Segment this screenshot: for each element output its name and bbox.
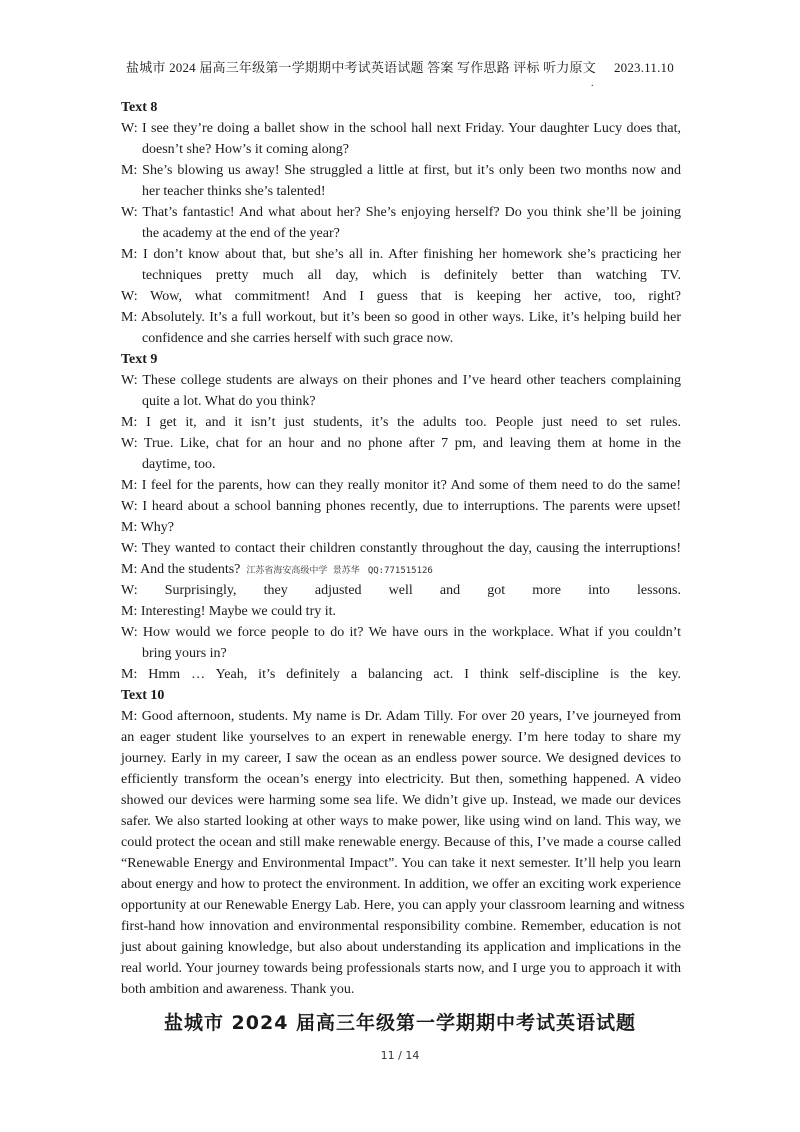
dialogue-line [121,244,681,265]
line-text: W: That’s fantastic! And what about her? She’s enjoying herself? Do you think she’ll be joining [121,205,681,220]
dialogue-line [121,202,681,223]
dialogue-line [121,601,681,622]
line-text: M: And the students? [121,562,241,577]
dialogue-line [121,370,681,391]
line-text: W: Surprisingly, they adjusted well and got more into lessons. [121,583,681,598]
footer-title: 盐城市 2024 届高三年级第一学期期中考试英语试题 [163,1012,637,1034]
line-text: confidence and she carries herself with such grace now. [142,331,454,346]
line-text: both ambition and awareness. Thank you. [121,982,355,997]
dialogue-line [121,517,681,538]
paragraph-line [121,874,681,895]
paragraph-line [121,727,681,748]
dialogue-line [121,664,681,685]
dialogue-line [121,433,681,454]
header-dot: . [591,78,594,89]
line-text: her teacher thinks she’s talented! [142,184,326,199]
line-text: M: Hmm … Yeah, it’s definitely a balancing act. I think self-discipline is the key. [121,667,681,682]
line-text: “Renewable Energy and Environmental Impact”. You can take it next semester. It’ll help you learn [121,856,681,871]
paragraph-line [121,853,681,874]
dialogue-line [121,580,681,601]
line-text: M: I feel for the parents, how can they really monitor it? And some of them need to do the same! [121,478,681,493]
line-text: M: She’s blowing us away! She struggled a little at first, but it’s only been two months now and [121,163,681,178]
watermark-qq: QQ:771515126 [367,566,433,576]
line-text: just about gaining knowledge, but also about understanding its application and implications in the [121,940,681,955]
dialogue-line [121,496,681,517]
line-text: efficiently transform the ocean’s energy into electricity. But then, something happened. A video [121,772,681,787]
line-text: daytime, too. [142,457,216,472]
dialogue-line [121,412,681,433]
line-text: Text 10 [121,688,165,703]
line-text: bring yours in? [142,646,227,661]
dialogue-continuation [121,139,681,160]
line-text: W: I see they’re doing a ballet show in the school hall next Friday. Your daughter Lucy does that, [121,121,681,136]
line-text: W: I heard about a school banning phones recently, due to interruptions. The parents were upset! [121,499,681,514]
dialogue-continuation [121,391,681,412]
dialogue-line [121,160,681,181]
paragraph-line [121,748,681,769]
line-text: doesn’t she? How’s it coming along? [142,142,349,157]
line-text: showed our devices were harming some sea life. We didn’t give up. Instead, we made our devices [121,793,681,808]
dialogue-line [121,559,681,580]
paragraph-line [121,832,681,853]
line-text: safer. We also started looking at other ways to make power, like using wind on land. This way, we [121,814,681,829]
dialogue-line [121,475,681,496]
paragraph-line [121,769,681,790]
line-text: opportunity at our Renewable Energy Lab. Here, you can apply your classroom learning and witness [121,898,685,913]
line-text: an eager student like yourselves to an expert in renewable energy. I’m here today to share my [121,730,681,745]
page-header [0,57,800,76]
paragraph-line [121,895,685,916]
dialogue-continuation [121,223,681,244]
header-title: 盐城市 2024 届高三年级第一学期期中考试英语试题 答案 写作思路 评标 听力原文 [126,60,596,75]
line-text: M: Interesting! Maybe we could try it. [121,604,337,619]
dialogue-continuation [121,328,681,349]
line-text: M: Absolutely. It’s a full workout, but it’s been so good in other ways. Like, it’s helping build her [121,310,681,325]
paragraph-line [121,979,681,1000]
section-heading [121,349,681,370]
dialogue-line [121,538,681,559]
line-text: W: These college students are always on their phones and I’ve heard other teachers complaining [121,373,681,388]
dialogue-continuation [121,643,681,664]
dialogue-continuation [121,181,681,202]
paragraph-line [121,790,681,811]
dialogue-line [121,307,681,328]
line-text: M: I don’t know about that, but she’s all in. After finishing her homework she’s practicing her [121,247,681,262]
header-date: 2023.11.10 [613,60,674,75]
line-text: Text 9 [121,352,158,367]
line-text: could protect the ocean and still make renewable energy. Because of this, I’ve made a course called [121,835,681,850]
line-text: M: Why? [121,520,175,535]
line-text: quite a lot. What do you think? [142,394,316,409]
section-heading [121,685,681,706]
dialogue-line [121,286,681,307]
page-number: 11 / 14 [380,1049,420,1062]
line-text: W: True. Like, chat for an hour and no phone after 7 pm, and leaving them at home in the [121,436,681,451]
line-text: journey. Early in my career, I saw the ocean as an endless power source. We designed devices to [121,751,681,766]
line-text: Text 8 [121,100,158,115]
section-heading [121,97,681,118]
line-text: real world. Your journey towards being professionals starts now, and I urge you to approach it with [121,961,681,976]
line-text: W: Wow, what commitment! And I guess that is keeping her active, too, right? [121,289,681,304]
document-body [121,97,685,1000]
line-text: techniques pretty much all day, which is definitely better than watching TV. [142,268,681,283]
dialogue-continuation [121,265,681,286]
paragraph-line [121,916,681,937]
line-text: about energy and how to protect the environment. In addition, we offer an exciting work experience [121,877,681,892]
dialogue-continuation [121,454,681,475]
paragraph-line [121,706,681,727]
paragraph-line [121,958,681,979]
line-text: the academy at the end of the year? [142,226,340,241]
line-text: W: How would we force people to do it? We have ours in the workplace. What if you couldn’t [121,625,681,640]
dialogue-line [121,622,681,643]
paragraph-line [121,937,681,958]
line-text: W: They wanted to contact their children constantly throughout the day, causing the interruptions! [121,541,681,556]
paragraph-line [121,811,681,832]
watermark-text: 江苏省海安高级中学 景苏华 [246,566,360,576]
line-text: first-hand how innovation and environmental responsibility combine. Remember, education is not [121,919,681,934]
dialogue-line [121,118,681,139]
line-text: M: Good afternoon, students. My name is Dr. Adam Tilly. For over 20 years, I’ve journeyed from [121,709,681,724]
line-text: M: I get it, and it isn’t just students, it’s the adults too. People just need to set rules. [121,415,681,430]
